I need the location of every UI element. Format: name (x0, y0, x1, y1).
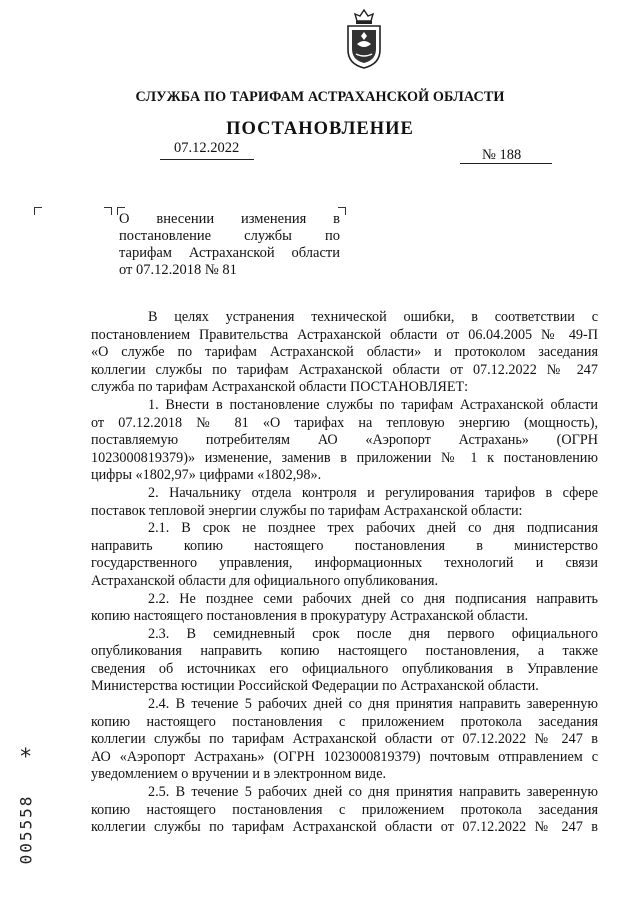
body-line: коллегии службы по тарифам Астраханской области от 07.12.2022 № 247 в (91, 731, 598, 748)
date-underline (160, 159, 254, 160)
body-line: поставляемую потребителям АО «Аэропорт Астрахань» (ОГРН (91, 432, 598, 449)
body-line: направить копию настоящего постановления в министерство (91, 537, 598, 554)
body-line: 2.4. В течение 5 рабочих дней со дня принятия направить заверенную (148, 696, 598, 713)
number-underline (460, 163, 552, 164)
coat-of-arms-emblem (343, 8, 385, 70)
body-line: 2.2. Не позднее семи рабочих дней со дня подписания направить (148, 590, 598, 607)
body-line: цифры «1802,97» цифрами «1802,98». (91, 467, 322, 484)
body-line: 2. Начальнику отдела контроля и регулирования тарифов в сфере (148, 484, 598, 501)
body-line: 1. Внести в постановление службы по тарифам Астраханской области (148, 396, 598, 413)
body-line: коллегии службы по тарифам Астраханской области от 07.12.2022 № 247 в (91, 819, 598, 836)
body-line: копию настоящего постановления в прокуратуру Астраханской области. (91, 608, 529, 625)
body-line: Астраханской области для официального опубликования. (91, 572, 439, 589)
subject-line: тарифам Астраханской области (119, 245, 340, 261)
body-line: служба по тарифам Астраханской области ПОСТАНОВЛЯЕТ: (91, 379, 469, 396)
organization-name: СЛУЖБА ПО ТАРИФАМ АСТРАХАНСКОЙ ОБЛАСТИ (135, 89, 505, 105)
document-subject (119, 211, 340, 279)
asterisk-mark: * (19, 745, 33, 770)
registration-code: 005558 (16, 794, 36, 865)
body-line: 2.5. В течение 5 рабочих дней со дня принятия направить заверенную (148, 784, 598, 801)
body-line: поставок тепловой энергии службы по тарифам Астраханской области: (91, 502, 523, 519)
margin-registration-stamp (11, 745, 41, 870)
subject-line: О внесении изменения в (119, 211, 340, 227)
body-line: уведомлением о вручении и в электронном виде. (91, 766, 387, 783)
body-line: копию настоящего постановления с приложением протокола заседания (91, 801, 598, 818)
subject-line: постановление службы по (119, 228, 340, 244)
subject-corner-mark-left-outer (104, 207, 112, 215)
document-number: № 188 (482, 147, 522, 163)
body-line: коллегии службы по тарифам Астраханской области от 07.12.2022 № 247 (91, 361, 598, 378)
body-line: копию настоящего постановления с приложением протокола заседания (91, 713, 598, 730)
body-line: 1023000819379)» изменение, заменив в приложении № 1 к постановлению (91, 449, 598, 466)
subject-line: от 07.12.2018 № 81 (119, 262, 237, 278)
body-line: постановлением Правительства Астраханской области от 06.04.2005 № 49-П (91, 326, 598, 343)
body-line: 2.1. В срок не позднее трех рабочих дней со дня подписания (148, 520, 598, 537)
body-line: АО «Аэропорт Астрахань» (ОГРН 1023000819379) почтовым отправлением с (91, 748, 598, 765)
body-line: 2.3. В семидневный срок после дня первого официального (148, 625, 598, 642)
body-line: опубликования направить копию настоящего постановления, а также (91, 643, 598, 660)
document-type-title: ПОСТАНОВЛЕНИЕ (226, 119, 414, 139)
document-date: 07.12.2022 (174, 140, 240, 156)
margin-corner-mark (34, 207, 42, 215)
body-line: государственного управления, информационных технологий и связи (91, 555, 598, 572)
body-line: В целях устранения технической ошибки, в соответствии с (148, 309, 598, 325)
body-line: от 07.12.2018 № 81 «О тарифах на тепловую энергию (мощность), (91, 414, 598, 431)
document-body (91, 309, 598, 837)
body-line: сведения об источниках его официального опубликования в Управление (91, 660, 598, 677)
body-line: «О службе по тарифам Астраханской области» и протоколом заседания (91, 344, 598, 361)
body-line: Министерства юстиции Российской Федерации по Астраханской области. (91, 678, 539, 695)
